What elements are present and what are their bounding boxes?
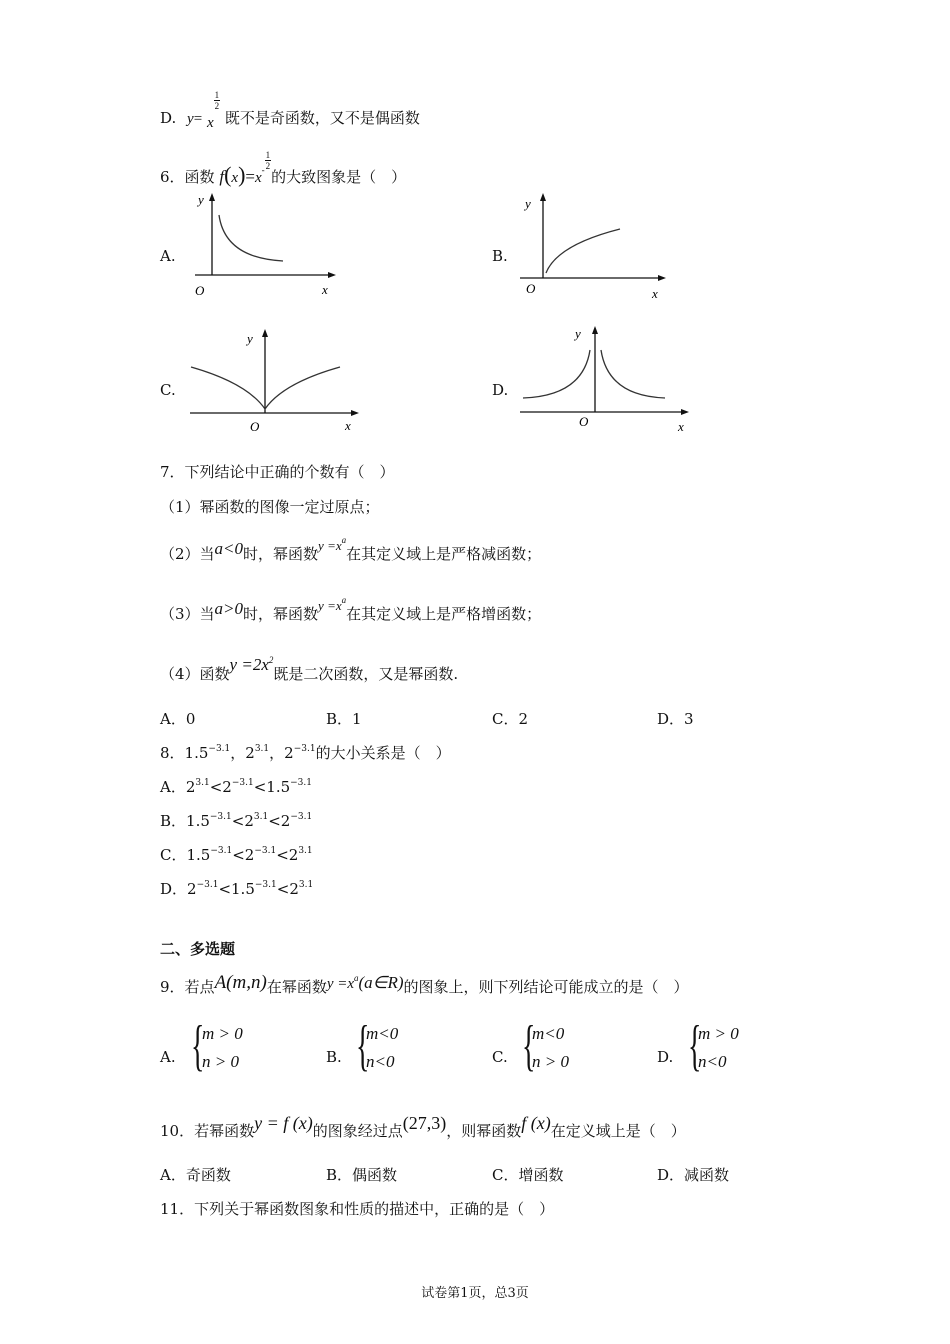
q10-option-c: C．增函数	[492, 1166, 564, 1184]
svg-text:y: y	[525, 196, 531, 211]
q9-option-b-label: B.	[326, 1048, 342, 1066]
q9-option-d-line1: m > 0	[698, 1024, 739, 1043]
q7-option-b: B．1	[326, 710, 362, 728]
q9-option-a-line1: m > 0	[202, 1024, 243, 1043]
q6-curve-d-left	[523, 350, 590, 398]
q9-option-c-label: C.	[492, 1048, 508, 1066]
q9-option-c-line1: m<0	[532, 1024, 565, 1043]
q8-option-c: C．$1.5^{-3.1}<2^{-3.1}<2^{3.1}$	[160, 846, 313, 864]
q6-graph-c	[185, 325, 365, 435]
q6-curve-b	[546, 229, 620, 273]
q9-option-c-line2: n > 0	[532, 1052, 569, 1071]
svg-text:y: y	[575, 326, 581, 341]
q7-option-c: C．2	[492, 710, 529, 728]
q9-option-a-label: A.	[160, 1048, 176, 1066]
q6-option-a-label: A.	[160, 247, 176, 265]
section-title-multi-choice: 二、多选题	[160, 940, 236, 958]
svg-text:x: x	[678, 419, 684, 434]
q9-stem: 9．若点A(m,n)在幂函数$y =x^a(a\in R)$的图象上，则下列结论可能成立的是（ ）	[160, 972, 689, 996]
q9-option-b-brace: {	[356, 1015, 370, 1077]
q7-statement-1: （1）幂函数的图像一定过原点；	[160, 498, 380, 516]
q7-statement-2: （2）当a<0时，幂函数$y =x^a$在其定义域上是严格减函数；	[160, 535, 542, 563]
q8-stem: 8．$1.5^{-3.1}$，$2^{3.1}$，$2^{-3.1}$的大小关系是（ ）	[160, 744, 451, 762]
q8-option-b: B．$1.5^{-3.1}<2^{3.1}<2^{-3.1}$	[160, 812, 313, 830]
q9-option-a-brace: {	[191, 1015, 205, 1077]
q9-option-b-line1: m<0	[366, 1024, 399, 1043]
q5-exponent-fraction: $\frac{1}{2}$	[214, 90, 220, 111]
q10-option-a: A．奇函数	[160, 1166, 231, 1184]
q6-option-b-label: B.	[492, 247, 508, 265]
q9-option-b-line2: n<0	[366, 1052, 395, 1071]
q9-option-c-brace: {	[522, 1015, 536, 1077]
q7-option-a: A．0	[160, 710, 196, 728]
q10-option-b: B．偶函数	[326, 1166, 398, 1184]
q6-exponent: - $\frac{1}{2}$	[261, 150, 271, 175]
q9-option-a-line2: n > 0	[202, 1052, 239, 1071]
q8-option-a: A．$2^{3.1}<2^{-3.1}<1.5^{-3.1}$	[160, 778, 312, 796]
svg-text:x: x	[652, 286, 658, 301]
q10-stem: 10．若幂函数y = f (x)的图象经过点(27,3)，则幂函数f (x)在定义域上是（ ）	[160, 1113, 686, 1140]
q8-option-d: D．$2^{-3.1}<1.5^{-3.1}<2^{3.1}$	[160, 880, 314, 898]
svg-text:O: O	[250, 419, 260, 434]
svg-text:O: O	[195, 283, 205, 298]
q5-option-d: D. y= x $\frac{1}{2}$ 既不是奇函数，又不是偶函数	[160, 90, 420, 131]
q11-stem: 11．下列关于幂函数图象和性质的描述中，正确的是（ ）	[160, 1200, 555, 1218]
svg-text:y: y	[247, 331, 253, 346]
q6-stem: 6．函数 f(x)=x- $\frac{1}{2}$ 的大致图象是（ ）	[160, 150, 407, 187]
svg-text:x: x	[322, 282, 328, 297]
q6-curve-d-right	[601, 350, 665, 398]
svg-text:x: x	[345, 418, 351, 433]
q7-statement-4: （4）函数$y =2x^2$既是二次函数，又是幂函数.	[160, 655, 459, 683]
q9-option-d-line2: n<0	[698, 1052, 727, 1071]
svg-text:y: y	[198, 192, 204, 207]
q7-stem: 7．下列结论中正确的个数有（ ）	[160, 463, 395, 481]
q6-option-c-label: C.	[160, 381, 176, 399]
q6-curve-a	[219, 215, 283, 261]
q6-option-d-label: D.	[492, 381, 509, 399]
q7-statement-3: （3）当a>0时，幂函数$y =x^a$在其定义域上是严格增函数；	[160, 595, 542, 623]
q7-option-d: D．3	[657, 710, 694, 728]
svg-text:O: O	[526, 281, 536, 296]
q6-graph-d	[515, 322, 695, 437]
q6-graph-a	[190, 190, 350, 300]
page-footer: 试卷第1页，总3页	[421, 1286, 529, 1301]
q9-option-d-label: D.	[657, 1048, 674, 1066]
q6-graph-b	[515, 190, 675, 305]
svg-text:O: O	[579, 414, 589, 429]
q9-option-d-brace: {	[688, 1015, 702, 1077]
q10-option-d: D．减函数	[657, 1166, 730, 1184]
